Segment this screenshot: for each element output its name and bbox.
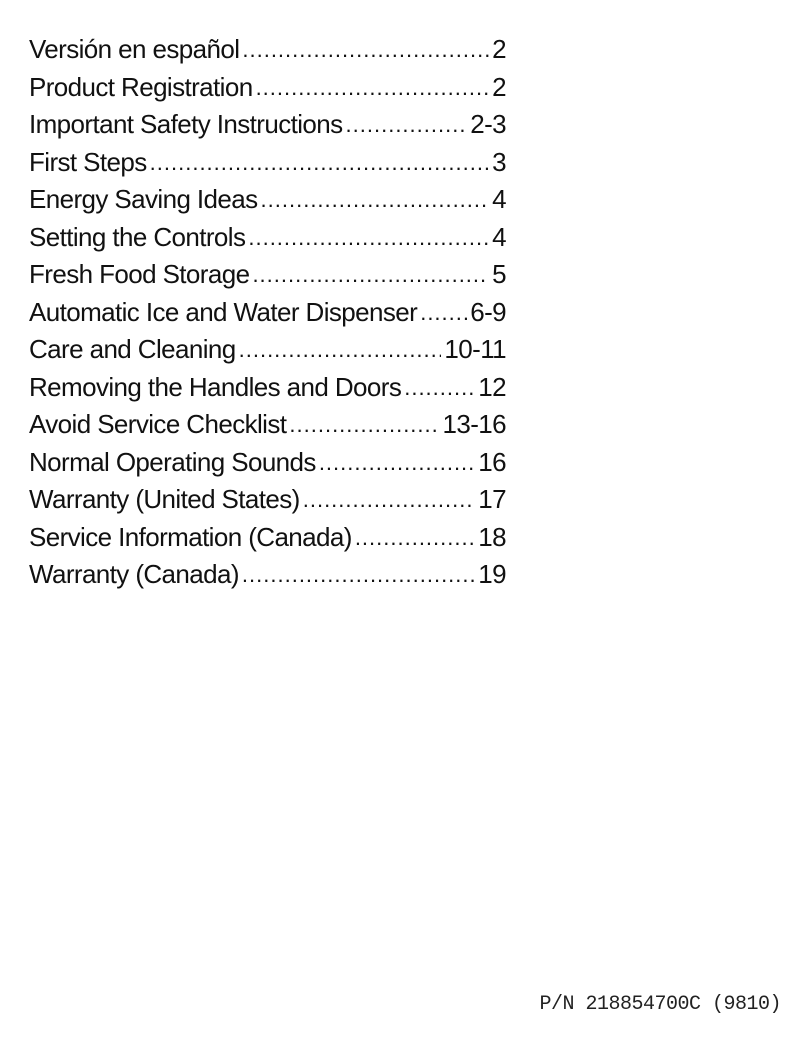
- toc-entry-title: Warranty (Canada): [29, 559, 239, 589]
- toc-entry: [29, 559, 506, 597]
- toc-entry-page: 2: [492, 71, 506, 102]
- dot-leader: [256, 75, 490, 101]
- toc-entry-title: Warranty (United States): [29, 484, 300, 514]
- dot-leader: [346, 112, 468, 138]
- toc-entry-title: Product Registration: [29, 71, 253, 102]
- toc-entry-page: 2: [492, 34, 506, 64]
- dot-leader: [319, 450, 475, 476]
- toc-entry-page: 5: [492, 259, 506, 289]
- toc-entry-page: 12: [478, 371, 506, 402]
- part-number: P/N 218854700C (9810): [539, 993, 781, 1016]
- toc-entry-title: Normal Operating Sounds: [29, 446, 316, 477]
- toc-entry: [29, 222, 506, 260]
- toc-entry-page: 17: [478, 484, 506, 514]
- toc-entry-title: Removing the Handles and Doors: [29, 371, 402, 402]
- toc-entry-page: 18: [478, 521, 506, 552]
- dot-leader: [242, 37, 489, 63]
- toc-entry-title: Energy Saving Ideas: [29, 184, 258, 214]
- toc-entry-title: Important Safety Instructions: [29, 109, 343, 139]
- toc-entry-page: 4: [492, 184, 506, 214]
- dot-leader: [355, 525, 475, 551]
- dot-leader: [239, 337, 442, 363]
- toc-entry: [29, 72, 506, 110]
- toc-entry: [29, 484, 506, 522]
- dot-leader: [261, 187, 490, 213]
- toc-entry-page: 16: [478, 446, 506, 477]
- toc-entry-title: Versión en español: [29, 34, 240, 64]
- toc-entry-title: Service Information (Canada): [29, 521, 352, 552]
- toc-entry: [29, 109, 506, 147]
- toc-entry: [29, 334, 506, 372]
- toc-entry: [29, 259, 506, 297]
- dot-leader: [252, 262, 489, 288]
- toc-entry-page: 2-3: [470, 109, 506, 139]
- toc-entry: [29, 34, 506, 72]
- dot-leader: [289, 412, 439, 438]
- dot-leader: [248, 225, 489, 251]
- toc-entry-title: First Steps: [29, 146, 147, 177]
- toc-entry-title: Automatic Ice and Water Dispenser: [29, 296, 418, 327]
- toc-entry-title: Setting the Controls: [29, 221, 246, 252]
- toc-entry-page: 6-9: [470, 296, 506, 327]
- dot-leader: [420, 300, 467, 326]
- toc-entry-page: 13-16: [442, 409, 506, 439]
- dot-leader: [404, 375, 475, 401]
- toc-entry-title: Avoid Service Checklist: [29, 409, 287, 439]
- toc-entry: [29, 409, 506, 447]
- toc-entry-page: 3: [492, 146, 506, 177]
- dot-leader: [303, 487, 476, 513]
- toc-entry-title: Fresh Food Storage: [29, 259, 250, 289]
- toc-entry: [29, 297, 506, 335]
- toc-entry: [29, 447, 506, 485]
- dot-leader: [150, 150, 489, 176]
- toc-entry: [29, 372, 506, 410]
- toc-entry-title: Care and Cleaning: [29, 334, 236, 364]
- dot-leader: [242, 562, 475, 588]
- toc-entry-page: 19: [478, 559, 506, 589]
- toc-entry-page: 4: [492, 221, 506, 252]
- toc-entry: [29, 522, 506, 560]
- toc-entry: [29, 184, 506, 222]
- table-of-contents: [29, 34, 506, 597]
- toc-entry: [29, 147, 506, 185]
- toc-entry-page: 10-11: [444, 334, 506, 364]
